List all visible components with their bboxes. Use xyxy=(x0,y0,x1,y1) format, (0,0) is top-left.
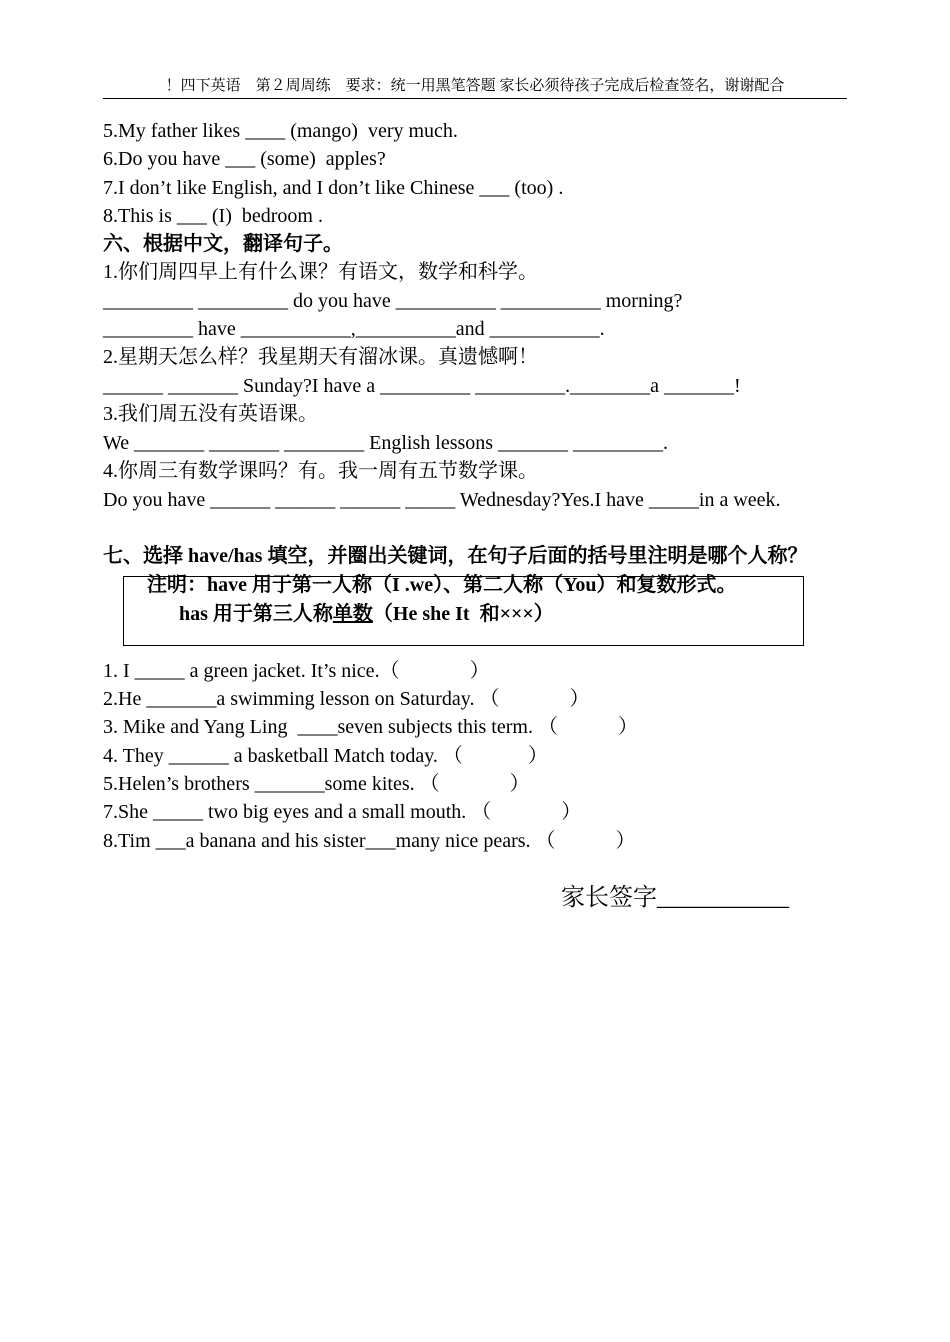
exercise-item: 2.He _______a swimming lesson on Saturday. （ ） xyxy=(103,688,590,710)
translation-answer-line: Do you have ______ ______ ______ _____ Wednesday?Yes.I have _____in a week. xyxy=(103,489,781,511)
translation-prompt: 2.星期天怎么样？我星期天有溜冰课。真遗憾啊！ xyxy=(103,346,538,368)
exercise-item: 8.Tim ___a banana and his sister___many nice pears. （ ） xyxy=(103,830,636,852)
translation-prompt: 1.你们周四早上有什么课？有语文，数学和科学。 xyxy=(103,261,538,283)
page-header: ！四下英语 第２周周练 要求：统一用黑笔答题 家长必须待孩子完成后检查签名，谢谢配合 xyxy=(103,74,847,99)
exercise-item: 5.My father likes ____ (mango) very much. xyxy=(103,120,458,142)
section-title: 六、根据中文，翻译句子。 xyxy=(103,233,343,255)
exercise-item: 7.I don’t like English, and I don’t like Chinese ___ (too) . xyxy=(103,177,564,199)
translation-prompt: 4.你周三有数学课吗？有。我一周有五节数学课。 xyxy=(103,460,538,482)
translation-prompt: 3.我们周五没有英语课。 xyxy=(103,403,318,425)
translation-answer-line: We _______ _______ ________ English lessons _______ _________. xyxy=(103,432,669,454)
exercise-item: 4. They ______ a basketball Match today. （ ） xyxy=(103,745,548,767)
translation-answer-line: _________ have ___________,__________and ___________. xyxy=(103,318,605,340)
translation-answer-line: ______ _______ Sunday?I have a _________ _________.________a _______! xyxy=(103,375,741,397)
note-underlined-text: 单数 xyxy=(332,603,373,625)
note-line-has xyxy=(179,600,554,628)
section-title: 七、选择 have/has 填空，并圈出关键词，在句子后面的括号里注明是哪个人称？ xyxy=(103,545,808,567)
note-line-have: 注明：have 用于第一人称（I .we）、第二人称（You）和复数形式。 xyxy=(147,574,737,596)
exercise-item: 5.Helen’s brothers _______some kites. （ ） xyxy=(103,773,530,795)
note-box xyxy=(123,576,804,646)
exercise-item: 6.Do you have ___ (some) apples? xyxy=(103,148,386,170)
parent-signature-field[interactable]: 家长签字___________ xyxy=(561,885,789,911)
exercise-item: 8.This is ___ (I) bedroom . xyxy=(103,205,323,227)
note-text: （He she It 和×××） xyxy=(372,603,554,625)
exercise-item: 3. Mike and Yang Ling ____seven subjects this term. （ ） xyxy=(103,716,638,738)
note-text: has 用于第三人称 xyxy=(179,603,333,625)
translation-answer-line: _________ _________ do you have __________ __________ morning? xyxy=(103,290,683,312)
exercise-item: 1. I _____ a green jacket. It’s nice.（ ） xyxy=(103,660,490,682)
exercise-item: 7.She _____ two big eyes and a small mouth. （ ） xyxy=(103,801,582,823)
